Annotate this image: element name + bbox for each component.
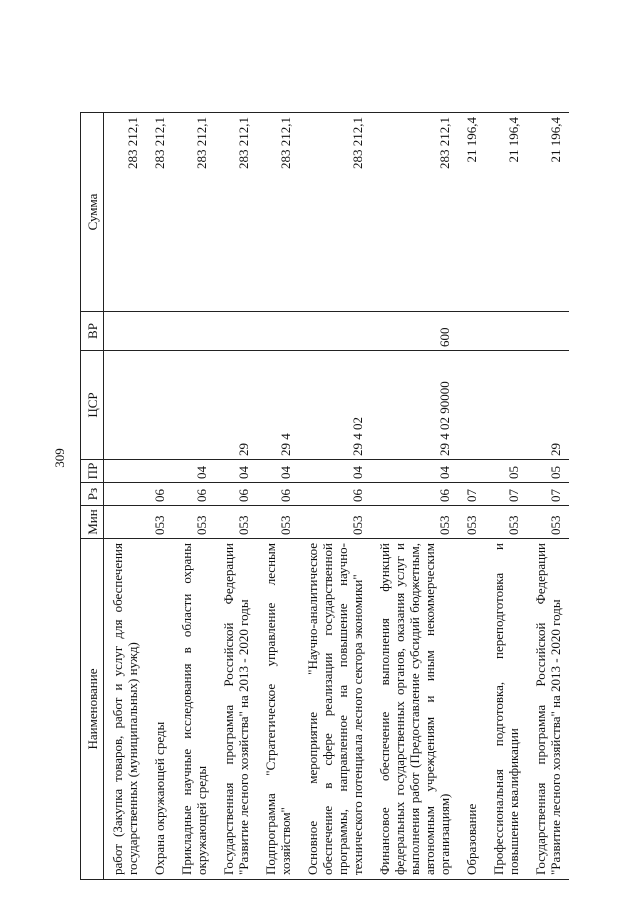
- row-pr: 04: [173, 460, 215, 483]
- table-row: [104, 113, 147, 880]
- row-name: Образование: [458, 539, 485, 880]
- row-name: Охрана окружающей среды: [146, 539, 173, 880]
- row-csr: [173, 351, 215, 460]
- row-min: 053: [146, 506, 173, 539]
- row-csr: [485, 351, 527, 460]
- row-vr: [527, 312, 569, 351]
- row-vr: [257, 312, 299, 351]
- row-name: Государственная программа Российской Федерации "Развитие лесного хозяйства" на 2013 - 2020 годы: [215, 539, 257, 880]
- row-rz: 06: [146, 483, 173, 506]
- table-row: [146, 113, 173, 880]
- rotated-sheet: [80, 0, 563, 880]
- row-name: работ (Закупка товаров, работ и услуг для обеспечения государственных (муниципальных) нужд): [104, 539, 147, 880]
- row-min: 053: [257, 506, 299, 539]
- row-csr: [104, 351, 147, 460]
- row-csr: [146, 351, 173, 460]
- row-csr: 29 4 02 90000: [371, 351, 458, 460]
- header-min: Мин: [81, 506, 104, 539]
- row-vr: [215, 312, 257, 351]
- row-sum: 283 212,1: [173, 113, 215, 312]
- row-min: 053: [173, 506, 215, 539]
- table-row: [527, 113, 569, 880]
- row-rz: 06: [299, 483, 371, 506]
- row-vr: [299, 312, 371, 351]
- row-pr: 05: [485, 460, 527, 483]
- row-vr: 600: [371, 312, 458, 351]
- header-csr: ЦСР: [81, 351, 104, 460]
- row-min: [104, 506, 147, 539]
- row-min: 053: [371, 506, 458, 539]
- row-sum: 283 212,1: [146, 113, 173, 312]
- table-row: [485, 113, 527, 880]
- row-pr: 05: [527, 460, 569, 483]
- row-name: Финансовое обеспечение выполнения функций федеральных государственных органов, оказания услуг и выполнения работ (Предоставление субсидий бюджетным, автономным учреждениям и иным некоммерческим организациям): [371, 539, 458, 880]
- row-pr: 04: [299, 460, 371, 483]
- table-row: [299, 113, 371, 880]
- row-pr: 04: [215, 460, 257, 483]
- row-csr: 29 4: [257, 351, 299, 460]
- row-rz: 07: [527, 483, 569, 506]
- row-sum: 21 196,4: [458, 113, 485, 312]
- table-row: [257, 113, 299, 880]
- row-rz: 06: [371, 483, 458, 506]
- row-sum: 21 196,4: [527, 113, 569, 312]
- row-vr: [485, 312, 527, 351]
- row-min: 053: [215, 506, 257, 539]
- row-name: Подпрограмма "Стратегическое управление лесным хозяйством": [257, 539, 299, 880]
- table-header-row: [81, 113, 104, 880]
- row-min: 053: [458, 506, 485, 539]
- table-row: [215, 113, 257, 880]
- budget-table: [80, 112, 569, 880]
- table-body: [104, 113, 570, 880]
- row-pr: [458, 460, 485, 483]
- row-name: Прикладные научные исследования в области охраны окружающей среды: [173, 539, 215, 880]
- header-pr: ПР: [81, 460, 104, 483]
- row-pr: [146, 460, 173, 483]
- row-pr: [104, 460, 147, 483]
- row-rz: 06: [215, 483, 257, 506]
- row-pr: 04: [257, 460, 299, 483]
- row-rz: 07: [458, 483, 485, 506]
- row-vr: [146, 312, 173, 351]
- row-sum: 283 212,1: [104, 113, 147, 312]
- table-row: [173, 113, 215, 880]
- header-name: Наименование: [81, 539, 104, 880]
- header-sum: Сумма: [81, 113, 104, 312]
- row-csr: 29: [215, 351, 257, 460]
- header-rz: Рз: [81, 483, 104, 506]
- row-sum: 283 212,1: [299, 113, 371, 312]
- row-rz: [104, 483, 147, 506]
- row-csr: 29: [527, 351, 569, 460]
- row-name: Профессиональная подготовка, переподготовка и повышение квалификации: [485, 539, 527, 880]
- row-pr: 04: [371, 460, 458, 483]
- table-row: [371, 113, 458, 880]
- row-vr: [458, 312, 485, 351]
- row-min: 053: [527, 506, 569, 539]
- row-sum: 283 212,1: [371, 113, 458, 312]
- row-sum: 283 212,1: [215, 113, 257, 312]
- row-sum: 21 196,4: [485, 113, 527, 312]
- row-vr: [104, 312, 147, 351]
- row-rz: 07: [485, 483, 527, 506]
- row-csr: [458, 351, 485, 460]
- header-vr: ВР: [81, 312, 104, 351]
- row-rz: 06: [173, 483, 215, 506]
- row-rz: 06: [257, 483, 299, 506]
- row-min: 053: [485, 506, 527, 539]
- row-name: Государственная программа Российской Федерации "Развитие лесного хозяйства" на 2013 - 2020 годы: [527, 539, 569, 880]
- page-number: 309: [52, 448, 67, 468]
- row-min: 053: [299, 506, 371, 539]
- row-vr: [173, 312, 215, 351]
- row-name: Основное мероприятие "Научно-аналитическое обеспечение в сфере реализации государственной программы, направленное на повышение научно-технического потенциала лесного сектора экономики": [299, 539, 371, 880]
- row-sum: 283 212,1: [257, 113, 299, 312]
- table-row: [458, 113, 485, 880]
- row-csr: 29 4 02: [299, 351, 371, 460]
